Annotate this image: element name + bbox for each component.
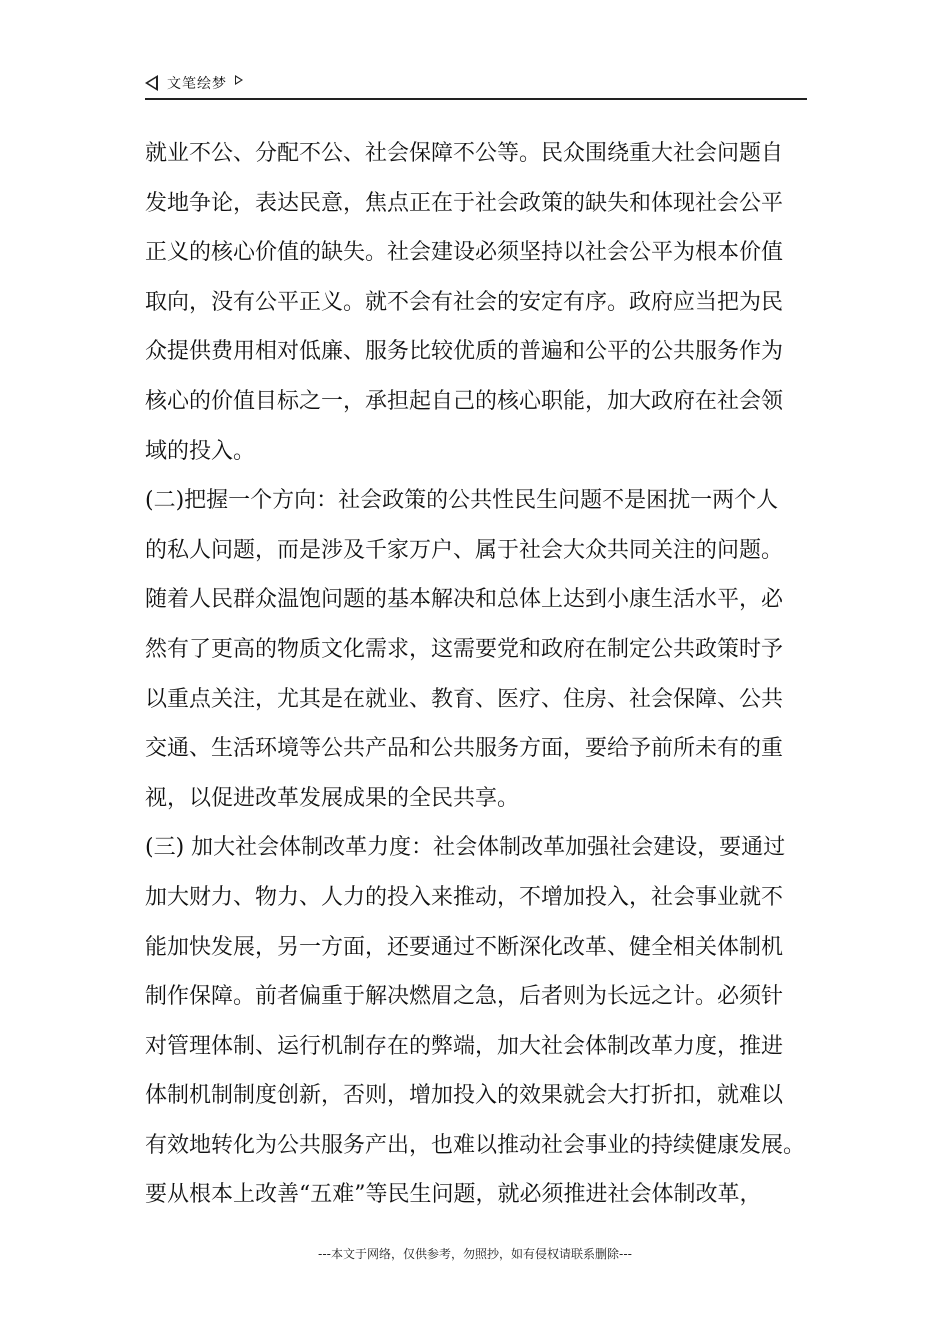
text-line: 众提供费用相对低廉、服务比较优质的普遍和公平的公共服务作为 — [145, 339, 784, 365]
page-footer: ---本文于网络，仅供参考，勿照抄，如有侵权请联系删除--- — [318, 1247, 632, 1261]
text-line: 制作保障。前者偏重于解决燃眉之急，后者则为长远之计。必须针 — [145, 984, 784, 1010]
text-line: 体制机制制度创新，否则，增加投入的效果就会大打折扣，就难以 — [145, 1083, 784, 1109]
right-triangle-icon — [235, 75, 243, 85]
text-line: 对管理体制、运行机制存在的弊端，加大社会体制改革力度，推进 — [145, 1033, 784, 1059]
text-line: 交通、生活环境等公共产品和公共服务方面，要给予前所未有的重 — [145, 736, 784, 762]
text-line: 要从根本上改善“五难”等民生问题，就必须推进社会体制改革， — [145, 1182, 762, 1208]
text-line: (三) 加大社会体制改革力度：社会体制改革加强社会建设，要通过 — [145, 835, 786, 861]
text-line: 加大财力、物力、人力的投入来推动，不增加投入，社会事业就不 — [145, 884, 784, 910]
text-line: 以重点关注，尤其是在就业、教育、医疗、住房、社会保障、公共 — [145, 686, 784, 712]
left-triangle-icon — [145, 75, 158, 91]
text-line: 的私人问题，而是涉及千家万户、属于社会大众共同关注的问题。 — [145, 537, 784, 563]
text-line: 视，以促进改革发展成果的全民共享。 — [145, 785, 520, 811]
text-line: 就业不公、分配不公、社会保障不公等。民众围绕重大社会问题自 — [145, 141, 784, 166]
text-line: 发地争论，表达民意，焦点正在于社会政策的缺失和体现社会公平 — [145, 190, 784, 216]
header-title: 文笔绘梦 — [167, 76, 227, 92]
text-line: 域的投入。 — [145, 438, 256, 464]
text-line: 能加快发展，另一方面，还要通过不断深化改革、健全相关体制机 — [145, 934, 784, 960]
text-line: (二)把握一个方向：社会政策的公共性民生问题不是困扰一两个人 — [145, 488, 779, 514]
page-header — [145, 70, 807, 100]
text-line: 随着人民群众温饱问题的基本解决和总体上达到小康生活水平，必 — [145, 587, 784, 613]
text-line: 然有了更高的物质文化需求，这需要党和政府在制定公共政策时予 — [145, 636, 784, 662]
text-line: 有效地转化为公共服务产出，也难以推动社会事业的持续健康发展。 — [145, 1132, 806, 1158]
text-line: 取向，没有公平正义。就不会有社会的安定有序。政府应当把为民 — [145, 289, 784, 315]
text-line: 核心的价值目标之一，承担起自己的核心职能，加大政府在社会领 — [145, 388, 784, 414]
document-body — [145, 129, 817, 1220]
text-line: 正义的核心价值的缺失。社会建设必须坚持以社会公平为根本价值 — [145, 240, 784, 266]
